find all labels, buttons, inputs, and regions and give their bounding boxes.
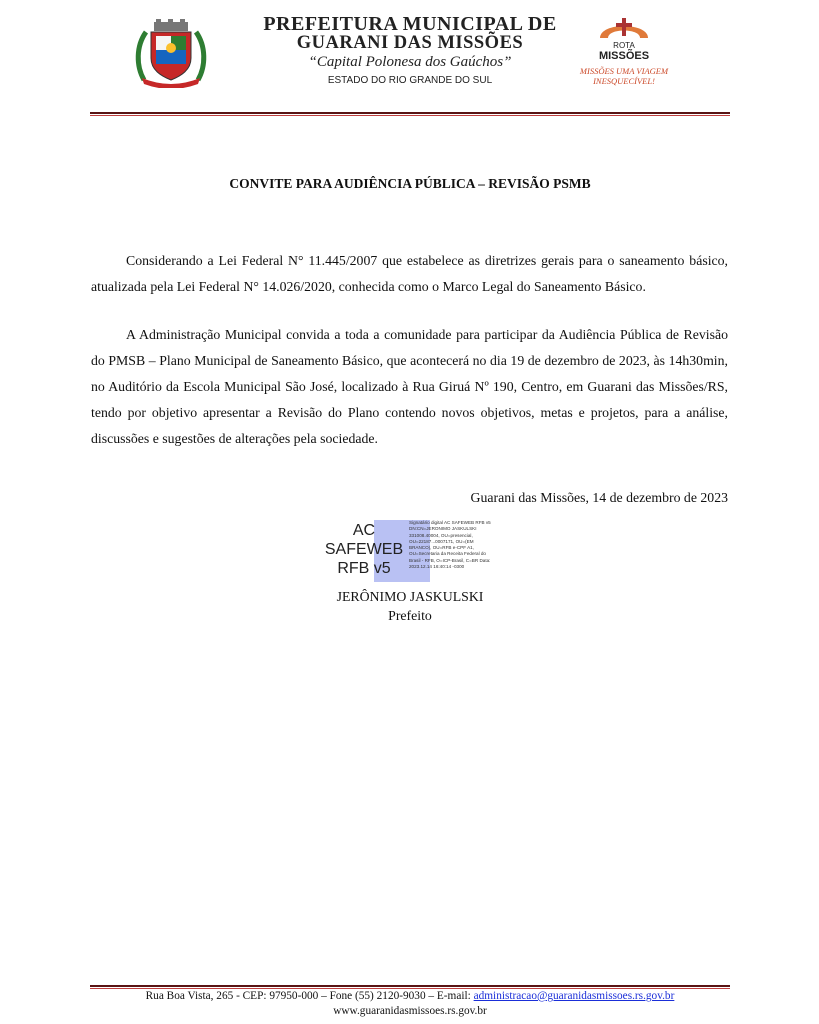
rota-missoes-logo bbox=[594, 14, 654, 62]
signer-name: JERÔNIMO JASKULSKI bbox=[336, 589, 484, 604]
footer-email-link[interactable]: administracao@guaranidasmissoes.rs.gov.br bbox=[473, 990, 675, 1002]
ca-line3: RFB v5 bbox=[337, 560, 391, 577]
ca-line1: AC bbox=[352, 522, 376, 539]
signature-details: Signatário digital AC SAFEWEB RFB v5 DN:CN=JERONIMO JASKULSKI 331008.40004, OU=presencial, OU=22187...0007171, OU=(EM BRANCO), OU=RFB e-CPF A1, OU=Secretaria da Receita Federal do Brasil - RFB, O=ICP-Brasil, C=BR Data: 2023.12.14 16:40:14 -0300 bbox=[409, 520, 491, 570]
header-title-line2: GUARANI DAS MISSÕES bbox=[296, 33, 524, 53]
footer-divider-accent bbox=[90, 988, 730, 989]
certificate-authority-label bbox=[318, 521, 410, 578]
rota-logo-bottom-text: MISSÕES bbox=[598, 50, 650, 62]
city-date: Guarani das Missões, 14 de dezembro de 2023 bbox=[470, 490, 728, 505]
footer-divider bbox=[90, 985, 730, 987]
rota-slogan-line1: MISSÕES UMA VIAGEM bbox=[579, 66, 669, 76]
footer-address: Rua Boa Vista, 265 - CEP: 97950-000 – Fone (55) 2120-9030 – E-mail: bbox=[145, 990, 471, 1002]
ca-line2: SAFEWEB bbox=[324, 541, 404, 558]
rota-logo-top-text: ROTA bbox=[613, 41, 635, 50]
paragraph-1: Considerando a Lei Federal N° 11.445/2007 que estabelece as diretrizes gerais para o saneamento básico, atualizada pela Lei Federal N° 14.026/2020, conhecida como o Marco Legal do Saneamento Básico. bbox=[91, 253, 728, 294]
header-title-line1: PREFEITURA MUNICIPAL DE bbox=[263, 13, 557, 35]
header-divider bbox=[90, 112, 730, 114]
paragraph-2: A Administração Municipal convida a toda a comunidade para participar da Audiência Pública de Revisão do PMSB – Plano Municipal de Saneamento Básico, que acontecerá no dia 19 de dezembro de 2023, às 14h30min, no Auditório da Escola Municipal São José, localizado à Rua Giruá Nº 190, Centro, em Guarani das Missões/RS, tendo por objetivo apresentar a Revisão do Plano contendo novos objetivos, metas e projetos, para a análise, discussões e sugestões de alterações pela sociedade. bbox=[91, 327, 728, 446]
coat-of-arms-logo bbox=[134, 18, 208, 88]
signer-role: Prefeito bbox=[388, 608, 432, 623]
footer-website[interactable]: www.guaranidasmissoes.rs.gov.br bbox=[333, 1005, 487, 1017]
header-motto: “Capital Polonesa dos Gaúchos” bbox=[308, 54, 512, 70]
footer-contact bbox=[60, 990, 760, 1002]
header-divider-accent bbox=[90, 115, 730, 116]
rota-slogan bbox=[574, 66, 674, 86]
rota-slogan-line2: INESQUECÍVEL! bbox=[593, 76, 655, 86]
document-title: CONVITE PARA AUDIÊNCIA PÚBLICA – REVISÃO PSMB bbox=[229, 176, 591, 191]
header-state: ESTADO DO RIO GRANDE DO SUL bbox=[327, 75, 493, 86]
